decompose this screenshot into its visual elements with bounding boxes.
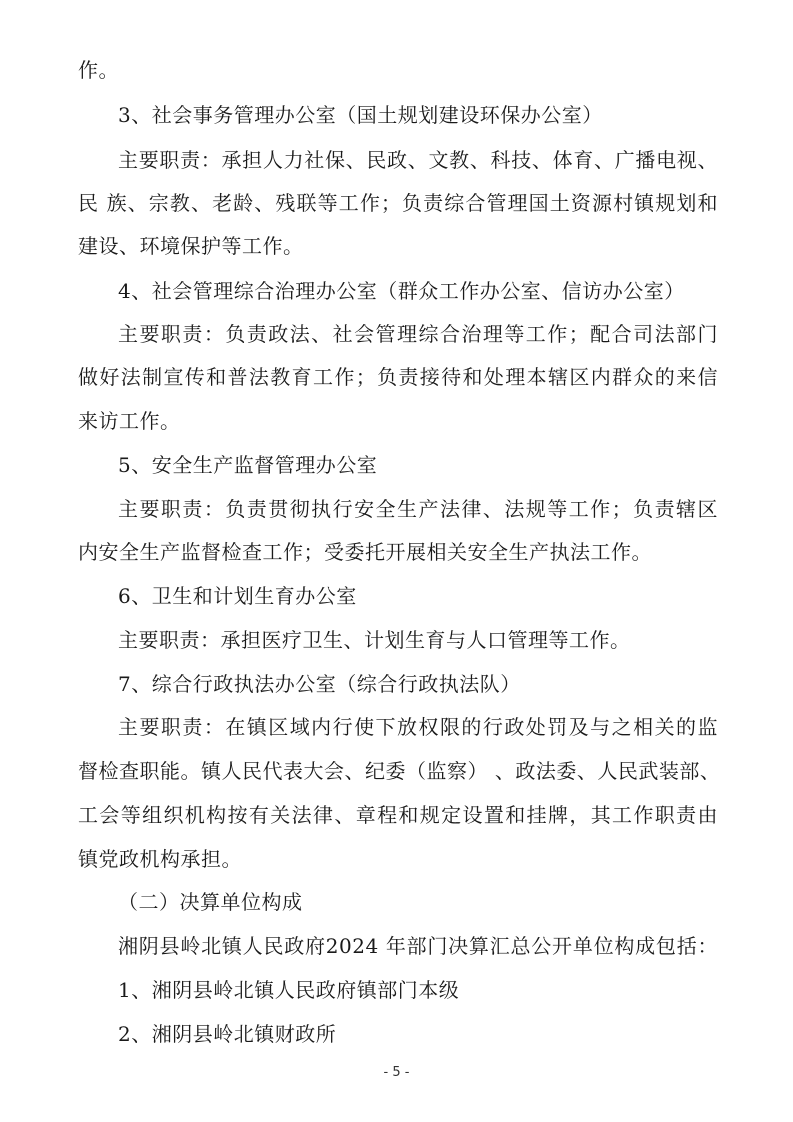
paragraph-line: 主要职责：负责政法、社会管理综合治理等工作；配合司法部门 (118, 322, 718, 346)
paragraph-line: 主要职责：负责贯彻执行安全生产法律、法规等工作；负责辖区 (118, 497, 718, 521)
paragraph-line: 作。 (78, 58, 119, 82)
page-number: - 5 - (383, 1065, 410, 1080)
paragraph-line: 做好法制宣传和普法教育工作；负责接待和处理本辖区内群众的来信 (78, 365, 718, 389)
paragraph-line: 镇党政机构承担。 (78, 847, 242, 871)
section-heading: 3、社会事务管理办公室（国土规划建设环保办公室） (118, 103, 603, 127)
section-heading: 5、安全生产监督管理办公室 (118, 453, 378, 477)
paragraph-line: 工会等组织机构按有关法律、章程和规定设置和挂牌，其工作职责由 (78, 803, 718, 827)
list-item: 1、湘阴县岭北镇人民政府镇部门本级 (118, 978, 460, 1002)
paragraph-line: 主要职责：承担医疗卫生、计划生育与人口管理等工作。 (118, 628, 631, 652)
paragraph-line: 主要职责：承担人力社保、民政、文教、科技、体育、广播电视、 (118, 148, 718, 172)
paragraph-line: 来访工作。 (78, 409, 181, 433)
subsection-heading: （二）决算单位构成 (118, 890, 303, 914)
paragraph-line: 湘阴县岭北镇人民政府2024 年部门决算汇总公开单位构成包括： (118, 934, 718, 958)
section-heading: 6、卫生和计划生育办公室 (118, 584, 357, 608)
list-item: 2、湘阴县岭北镇财政所 (118, 1022, 337, 1046)
section-heading: 4、社会管理综合治理办公室（群众工作办公室、信访办公室） (118, 279, 685, 303)
paragraph-line: 建设、环境保护等工作。 (78, 234, 304, 258)
paragraph-line: 内安全生产监督检查工作；受委托开展相关安全生产执法工作。 (78, 540, 652, 564)
section-heading: 7、综合行政执法办公室（综合行政执法队） (118, 672, 521, 696)
paragraph-line: 主要职责：在镇区域内行使下放权限的行政处罚及与之相关的监 (118, 715, 718, 739)
paragraph-line: 督检查职能。镇人民代表大会、纪委（监察） 、政法委、人民武装部、 (78, 759, 721, 783)
paragraph-line: 民 族、宗教、老龄、残联等工作；负责综合管理国土资源村镇规划和 (78, 191, 718, 215)
